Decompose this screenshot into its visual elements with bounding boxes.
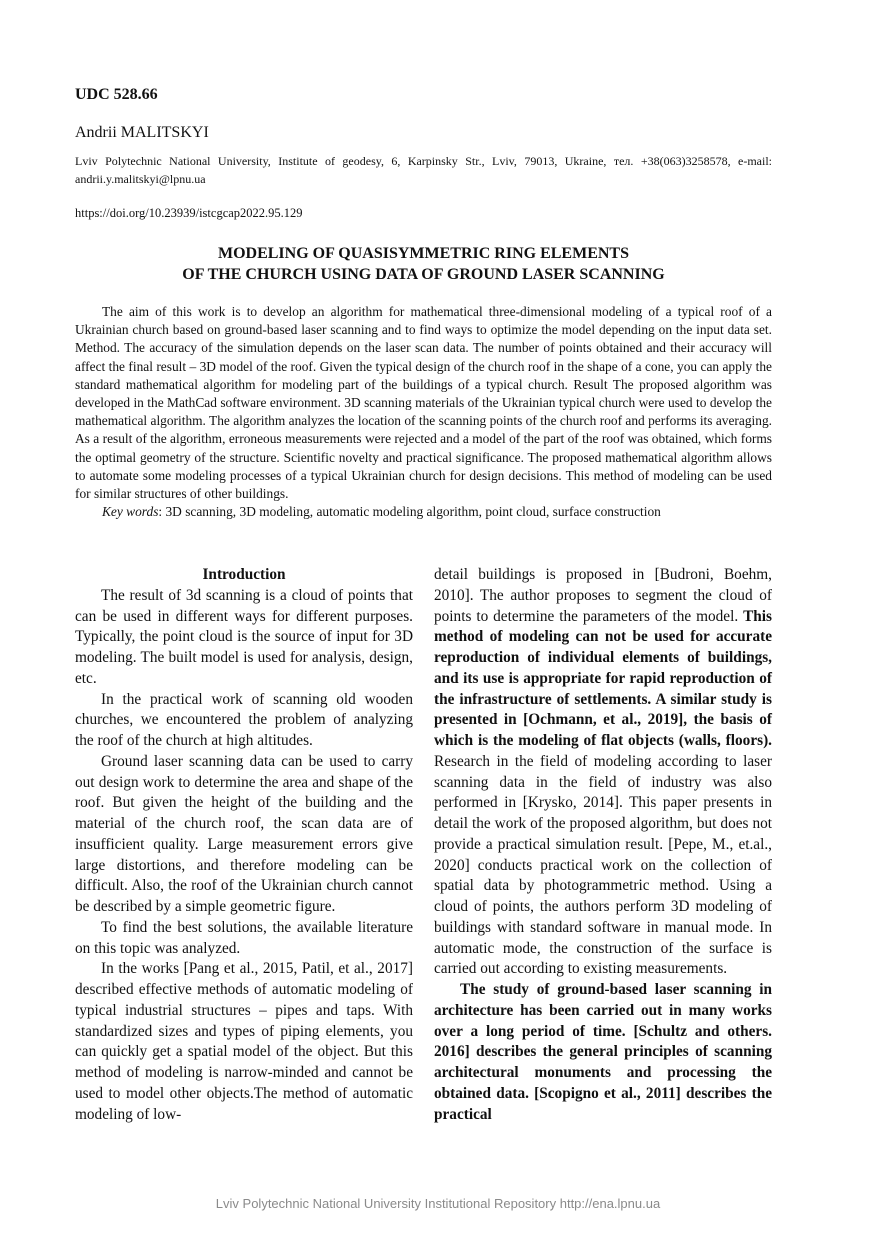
udc-code: UDC 528.66 [75,86,158,103]
body-paragraph: Ground laser scanning data can be used to carry out design work to determine the area and shape of the roof. But given the height of the building and the material of the church roof, the scan data are of insufficient quality. Large measurement errors give large distortions, and therefore modeling can be difficult. Also, the roof of the Ukrainian church cannot be described by a simple geometric figure. [75,752,413,915]
left-column [75,565,413,1125]
paragraph-text: detail buildings is proposed in [Budroni, Boehm, 2010]. The author proposes to segment the cloud of points to determine the parameters of the model. [434,566,772,625]
keywords-list: : 3D scanning, 3D modeling, automatic modeling algorithm, point cloud, surface construction [158,504,661,520]
body-paragraph: To find the best solutions, the available literature on this topic was analyzed. [75,918,413,957]
paper-title [75,243,772,285]
doi-link[interactable]: https://doi.org/10.23939/istcgcap2022.95.129 [75,206,303,220]
keywords-label: Key words [102,504,159,520]
title-line-1: MODELING OF QUASISYMMETRIC RING ELEMENTS [217,245,629,262]
abstract [75,303,772,521]
body-paragraph: The result of 3d scanning is a cloud of points that can be used in different ways for different purposes. Typically, the point cloud is the source of input for 3D modeling. The built model is used for analysis, design, etc. [75,586,413,687]
paragraph-bold-text: This method of modeling can not be used for accurate reproduction of individual elements of buildings, and its use is appropriate for rapid reproduction of the infrastructure of settlements. A similar study is presented in [Ochmann, et al., 2019], the basis of which is the modeling of flat objects (walls, floors). [434,607,772,749]
body-paragraph: In the practical work of scanning old wooden churches, we encountered the problem of analyzing the roof of the church at high altitudes. [75,690,413,749]
right-column [434,565,772,1125]
section-heading-introduction: Introduction [202,566,286,583]
body-paragraph-continued [434,565,772,980]
author-affiliation: Lviv Polytechnic National University, Institute of geodesy, 6, Karpinsky Str., Lviv, 79013, Ukraine, тел. +38(063)3258578, e-mail: andrii.y.malitskyi@lpnu.ua [75,154,772,186]
repository-footer: Lviv Polytechnic National University Institutional Repository http://ena.lpnu.ua [215,1196,661,1211]
paragraph-text: Research in the field of modeling according to laser scanning data in the field of industry was also performed in [Krysko, 2014]. This paper presents in detail the work of the proposed algorithm, but does not provide a practical simulation result. [Pepe, M., et.al., 2020] conducts practical work on the collection of spatial data by photogrammetric method. Using a cloud of points, the authors perform 3D modeling of buildings with standard software in manual mode. In automatic mode, the construction of the surface is carried out according to existing measurements. [434,752,772,978]
title-line-2: OF THE CHURCH USING DATA OF GROUND LASER SCANNING [182,266,665,283]
body-paragraph-bold: The study of ground-based laser scanning in architecture has been carried out in many works over a long period of time. [Schultz and others. 2016] describes the general principles of scanning architectural monuments and processing the obtained data. [Scopigno et al., 2011] describes the practical [434,981,772,1123]
abstract-text: The aim of this work is to develop an algorithm for mathematical three-dimensional modeling of a typical roof of a Ukrainian church based on ground-based laser scanning and to find ways to optimize the model depending on the input data set. Method. The accuracy of the simulation depends on the laser scan data. The number of points obtained and their accuracy will affect the final result – 3D model of the roof. Given the typical design of the church roof in the shape of a cone, you can apply the standard mathematical algorithm for modeling part of the buildings of a typical church. Result The proposed algorithm was developed in the MathCad software environment. 3D scanning materials of the Ukrainian typical church were used to develop the mathematical algorithm. The algorithm analyzes the location of the scanning points of the church roof and performs its averaging. As a result of the algorithm, erroneous measurements were rejected and a model of the part of the roof was obtained, which forms the optimal geometry of the structure. Scientific novelty and practical significance. The proposed mathematical algorithm allows to automate some modeling processes of a typical Ukrainian church for design decisions. This method of modeling can be used for similar structures of other buildings. [75,304,772,502]
body-paragraph: In the works [Pang et al., 2015, Patil, et al., 2017] described effective methods of automatic modeling of typical industrial structures – pipes and taps. With standardized sizes and types of piping elements, you can quickly get a spatial model of the object. But this method of modeling is narrow-minded and cannot be used to model other objects.The method of automatic modeling of low- [75,960,413,1123]
keywords [75,503,772,521]
author-name: Andrii MALITSKYI [75,124,209,141]
